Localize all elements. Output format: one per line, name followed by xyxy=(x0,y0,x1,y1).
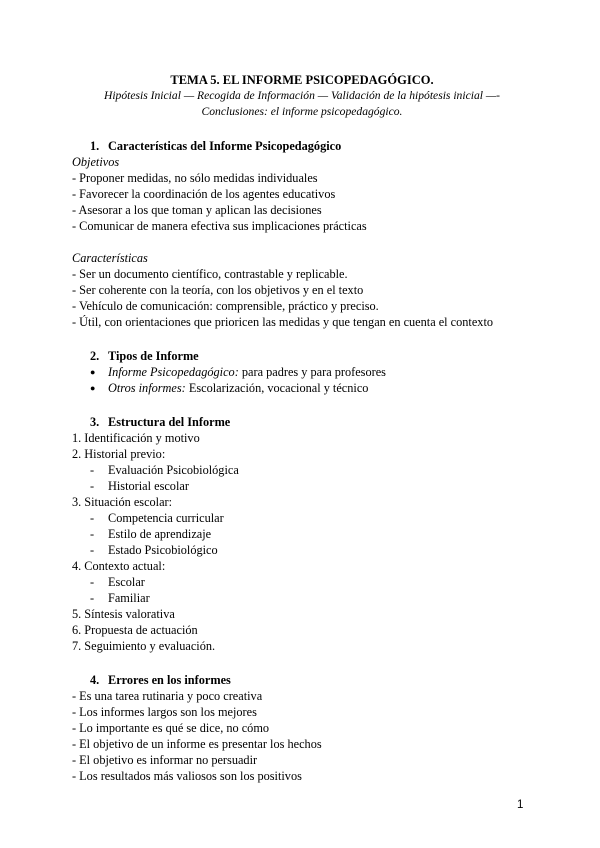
list-item: - Los informes largos son los mejores xyxy=(72,705,257,719)
list-item: - Favorecer la coordinación de los agentes educativos xyxy=(72,187,336,201)
list-item: - Vehículo de comunicación: comprensible, práctico y preciso. xyxy=(72,299,379,313)
document-page xyxy=(72,72,532,784)
list-item: - El objetivo es informar no persuadir xyxy=(72,753,258,767)
dash-marker: - xyxy=(90,591,95,605)
list-item: 3. Situación escolar: xyxy=(72,495,173,509)
sub-list-item xyxy=(72,590,532,606)
section-title: Errores en los informes xyxy=(108,673,231,687)
section-title: Características del Informe Psicopedagógico xyxy=(108,139,342,153)
section-heading xyxy=(72,672,532,688)
bullet-icon: ● xyxy=(90,383,96,393)
section-heading xyxy=(72,348,532,364)
sub-item-text: Estilo de aprendizaje xyxy=(108,527,212,541)
tipos-list xyxy=(72,364,532,396)
sub-list-item xyxy=(72,462,532,478)
dash-marker: - xyxy=(90,527,95,541)
list-item: 2. Historial previo: xyxy=(72,447,166,461)
sub-list-item xyxy=(72,574,532,590)
objetivos-list xyxy=(72,170,532,234)
sub-list-item xyxy=(72,510,532,526)
section-number: 2. xyxy=(90,349,100,363)
section-number: 3. xyxy=(90,415,100,429)
sub-item-text: Escolar xyxy=(108,575,145,589)
list-item: - Ser un documento científico, contrastable y replicable. xyxy=(72,267,348,281)
dash-marker: - xyxy=(90,543,95,557)
list-item: - Útil, con orientaciones que prioricen las medidas y que tengan en cuenta el contexto xyxy=(72,315,494,329)
sub-item-text: Historial escolar xyxy=(108,479,189,493)
section-heading xyxy=(72,138,532,154)
bullet-text: Escolarización, vocacional y técnico xyxy=(185,381,369,395)
section-heading xyxy=(72,414,532,430)
section-title: Estructura del Informe xyxy=(108,415,231,429)
sub-list-item xyxy=(72,478,532,494)
subtitle-line: Conclusiones: el informe psicopedagógico. xyxy=(201,105,403,118)
list-item: 7. Seguimiento y evaluación. xyxy=(72,639,216,653)
list-item: - Los resultados más valiosos son los positivos xyxy=(72,769,302,783)
page-number: 1 xyxy=(517,799,524,811)
list-item: 4. Contexto actual: xyxy=(72,559,166,573)
dash-marker: - xyxy=(90,463,95,477)
section-number: 4. xyxy=(90,673,100,687)
list-item: - Es una tarea rutinaria y poco creativa xyxy=(72,689,263,703)
bullet-icon: ● xyxy=(90,367,96,377)
bullet-label: Otros informes: xyxy=(108,381,186,395)
errores-list xyxy=(72,688,532,784)
subtitle-line: Hipótesis Inicial — Recogida de Información — Validación de la hipótesis inicial —- xyxy=(103,89,501,102)
section-number: 1. xyxy=(90,139,100,153)
sub-item-text: Evaluación Psicobiológica xyxy=(108,463,239,477)
bullet-item xyxy=(72,364,532,380)
dash-marker: - xyxy=(90,479,95,493)
sub-item-text: Competencia curricular xyxy=(108,511,224,525)
caracteristicas-label: Características xyxy=(72,251,148,265)
objetivos-label: Objetivos xyxy=(72,155,120,169)
section-title: Tipos de Informe xyxy=(108,349,199,363)
sub-item-text: Estado Psicobiológico xyxy=(108,543,218,557)
sub-item-text: Familiar xyxy=(108,591,150,605)
list-item: - Proponer medidas, no sólo medidas individuales xyxy=(72,171,318,185)
list-item: - Comunicar de manera efectiva sus implicaciones prácticas xyxy=(72,219,367,233)
list-item: 1. Identificación y motivo xyxy=(72,431,200,445)
document-title: TEMA 5. EL INFORME PSICOPEDAGÓGICO. xyxy=(170,73,434,87)
sub-list-item xyxy=(72,526,532,542)
list-item: - Ser coherente con la teoría, con los objetivos y en el texto xyxy=(72,283,364,297)
list-item: - Lo importante es qué se dice, no cómo xyxy=(72,721,270,735)
caracteristicas-list xyxy=(72,266,532,330)
document-subtitle xyxy=(72,88,532,120)
list-item: - Asesorar a los que toman y aplican las decisiones xyxy=(72,203,322,217)
sub-list-item xyxy=(72,542,532,558)
bullet-item xyxy=(72,380,532,396)
estructura-list xyxy=(72,430,532,654)
dash-marker: - xyxy=(90,575,95,589)
bullet-label: Informe Psicopedagógico: xyxy=(108,365,239,379)
list-item: - El objetivo de un informe es presentar los hechos xyxy=(72,737,322,751)
list-item: 5. Síntesis valorativa xyxy=(72,607,175,621)
list-item: 6. Propuesta de actuación xyxy=(72,623,198,637)
bullet-text: para padres y para profesores xyxy=(238,365,386,379)
dash-marker: - xyxy=(90,511,95,525)
